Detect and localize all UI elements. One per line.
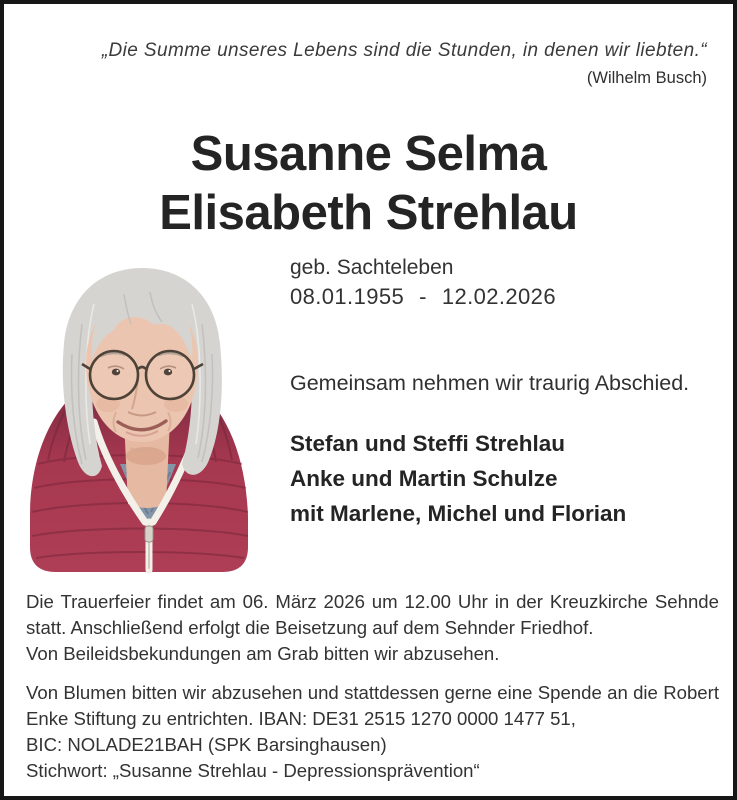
announcement-line: BIC: NOLADE21BAH (SPK Barsinghausen)	[26, 734, 387, 755]
mourners-list	[290, 426, 730, 531]
announcement-line: Von Beileidsbekundungen am Grab bitten wir abzusehen.	[26, 643, 500, 664]
deceased-name-line1: Susanne Selma	[190, 127, 547, 181]
quote-block	[102, 40, 707, 88]
details-column	[290, 255, 730, 531]
mourner-line: Stefan und Steffi Strehlau	[290, 431, 566, 456]
quote-text: „Die Summe unseres Lebens sind die Stunden, in denen wir liebten.“	[101, 40, 707, 61]
announcement-line: Enke Stiftung zu entrichten. IBAN: DE31 2515 1270 0000 1477 51,	[26, 708, 576, 729]
portrait-illustration	[24, 264, 257, 577]
deceased-name-line2: Elisabeth Strehlau	[159, 186, 578, 240]
birth-date: 08.01.1955	[290, 284, 405, 309]
deceased-name	[4, 125, 733, 243]
death-date: 12.02.2026	[441, 284, 556, 309]
announcement-line: statt. Anschließend erfolgt die Beisetzung auf dem Sehnder Friedhof.	[26, 617, 594, 638]
quote-attribution: (Wilhelm Busch)	[586, 69, 707, 87]
dates-separator: -	[419, 284, 427, 309]
announcement-block	[26, 589, 719, 784]
portrait-photo	[24, 264, 257, 577]
funeral-details-paragraph	[26, 589, 719, 667]
announcement-line: Von Blumen bitten wir abzusehen und stattdessen gerne eine Spende an die Robert	[26, 682, 719, 703]
mourner-line: mit Marlene, Michel und Florian	[290, 501, 627, 526]
maiden-name: geb. Sachteleben	[290, 256, 454, 279]
donation-details-paragraph	[26, 680, 719, 784]
life-dates	[290, 284, 730, 310]
announcement-line: Stichwort: „Susanne Strehlau - Depressionsprävention“	[26, 760, 480, 781]
announcement-line: Die Trauerfeier findet am 06. März 2026 um 12.00 Uhr in der Kreuzkirche Sehnde	[26, 591, 719, 612]
farewell-line: Gemeinsam nehmen wir traurig Abschied.	[290, 371, 690, 395]
mourner-line: Anke und Martin Schulze	[290, 466, 558, 491]
